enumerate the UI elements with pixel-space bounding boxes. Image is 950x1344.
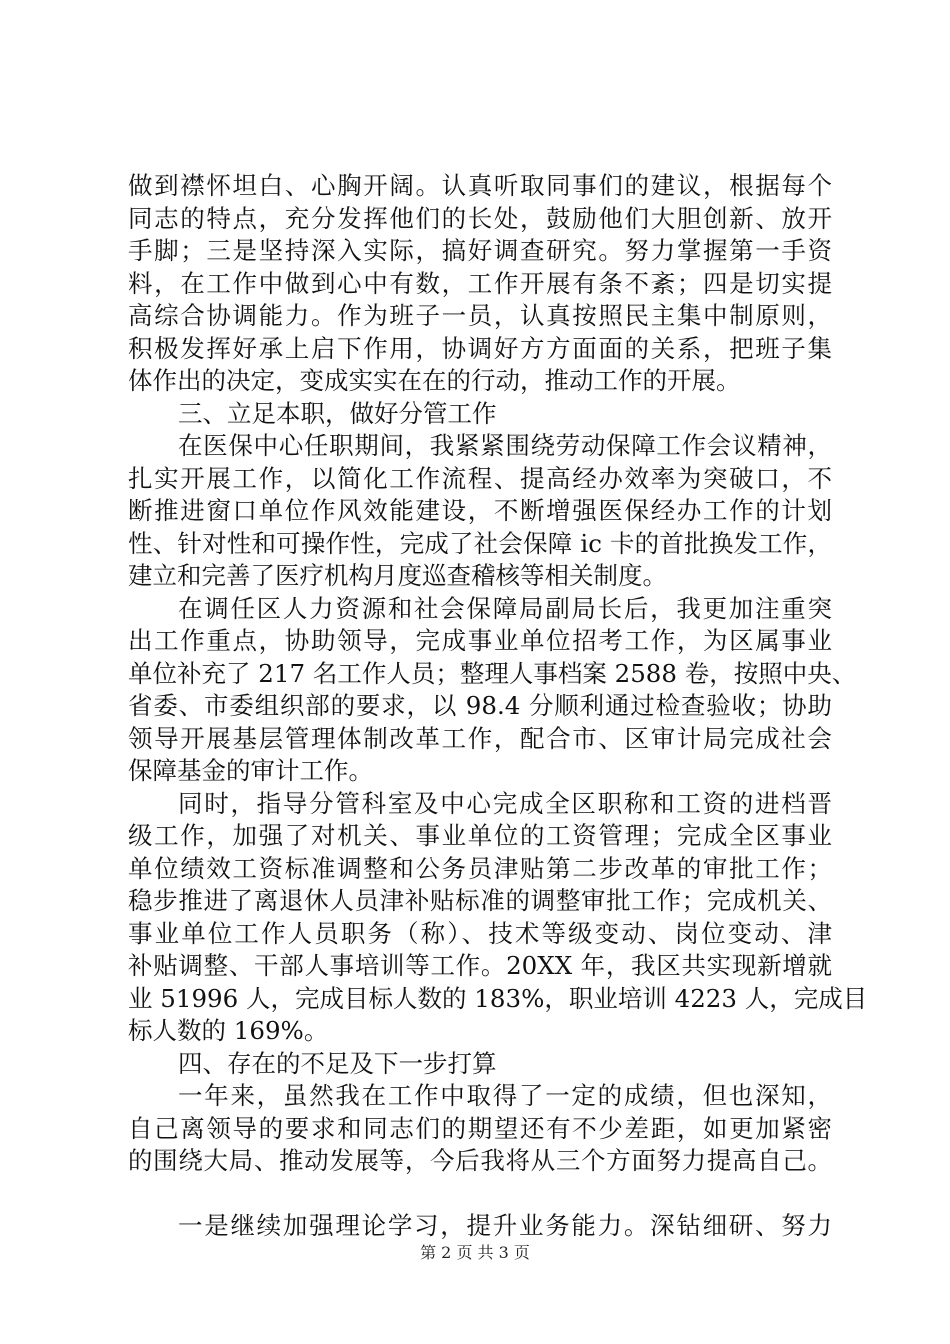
text-line: 的围绕大局、推动发展等，今后我将从三个方面努力提高自己。 — [128, 1146, 832, 1175]
text-line: 出工作重点，协助领导，完成事业单位招考工作，为区属事业 — [128, 626, 832, 655]
text-line: 在医保中心任职期间，我紧紧围绕劳动保障工作会议精神， — [178, 431, 832, 460]
text-line: 补贴调整、干部人事培训等工作。20XX 年，我区共实现新增就 — [128, 951, 832, 980]
text-line: 单位补充了 217 名工作人员；整理人事档案 2588 卷，按照中央、 — [128, 658, 857, 688]
document-body — [128, 170, 868, 1242]
section-heading: 三、立足本职，做好分管工作 — [178, 398, 497, 428]
text-line: 领导开展基层管理体制改革工作，配合市、区审计局完成社会 — [128, 723, 832, 753]
text-line: 事业单位工作人员职务（称）、技术等级变动、岗位变动、津 — [128, 918, 832, 948]
text-line: 扎实开展工作，以简化工作流程、提高经办效率为突破口，不 — [128, 463, 832, 493]
text-line: 做到襟怀坦白、心胸开阔。认真听取同事们的建议，根据每个 — [128, 171, 832, 200]
text-line: 建立和完善了医疗机构月度巡查稽核等相关制度。 — [128, 561, 667, 590]
text-line: 自己离领导的要求和同志们的期望还有不少差距，如更加紧密 — [128, 1113, 832, 1143]
text-line: 一年来，虽然我在工作中取得了一定的成绩，但也深知， — [178, 1081, 832, 1110]
text-line: 断推进窗口单位作风效能建设，不断增强医保经办工作的计划 — [128, 496, 832, 525]
text-line: 体作出的决定，变成实实在在的行动，推动工作的开展。 — [128, 366, 741, 395]
text-line: 性、针对性和可操作性，完成了社会保障 ic 卡的首批换发工作， — [128, 528, 832, 558]
text-line: 一是继续加强理论学习，提升业务能力。深钻细研、努力 — [178, 1210, 832, 1240]
text-line: 积极发挥好承上启下作用，协调好方方面面的关系，把班子集 — [128, 333, 832, 363]
text-line: 保障基金的审计工作。 — [128, 756, 373, 785]
text-line: 级工作，加强了对机关、事业单位的工资管理；完成全区事业 — [128, 821, 832, 850]
text-line: 高综合协调能力。作为班子一员，认真按照民主集中制原则， — [128, 301, 832, 330]
section-heading: 四、存在的不足及下一步打算 — [178, 1048, 497, 1078]
text-line: 在调任区人力资源和社会保障局副局长后，我更加注重突 — [178, 593, 832, 623]
text-line: 稳步推进了离退休人员津补贴标准的调整审批工作；完成机关、 — [128, 886, 832, 915]
text-line: 同志的特点，充分发挥他们的长处，鼓励他们大胆创新、放开 — [128, 203, 832, 233]
paragraph-gap — [128, 1178, 832, 1210]
text-line: 手脚；三是坚持深入实际，搞好调查研究。努力掌握第一手资 — [128, 236, 832, 265]
text-line: 同时，指导分管科室及中心完成全区职称和工资的进档晋 — [178, 788, 832, 818]
text-line: 业 51996 人，完成目标人数的 183%，职业培训 4223 人，完成目 — [128, 983, 868, 1013]
text-line: 料，在工作中做到心中有数，工作开展有条不紊；四是切实提 — [128, 268, 832, 298]
text-line: 单位绩效工资标准调整和公务员津贴第二步改革的审批工作； — [128, 853, 832, 883]
text-line: 省委、市委组织部的要求，以 98.4 分顺利通过检查验收；协助 — [128, 691, 832, 720]
text-line: 标人数的 169%。 — [128, 1016, 329, 1045]
page-footer: 第 2 页 共 3 页 — [420, 1243, 530, 1262]
